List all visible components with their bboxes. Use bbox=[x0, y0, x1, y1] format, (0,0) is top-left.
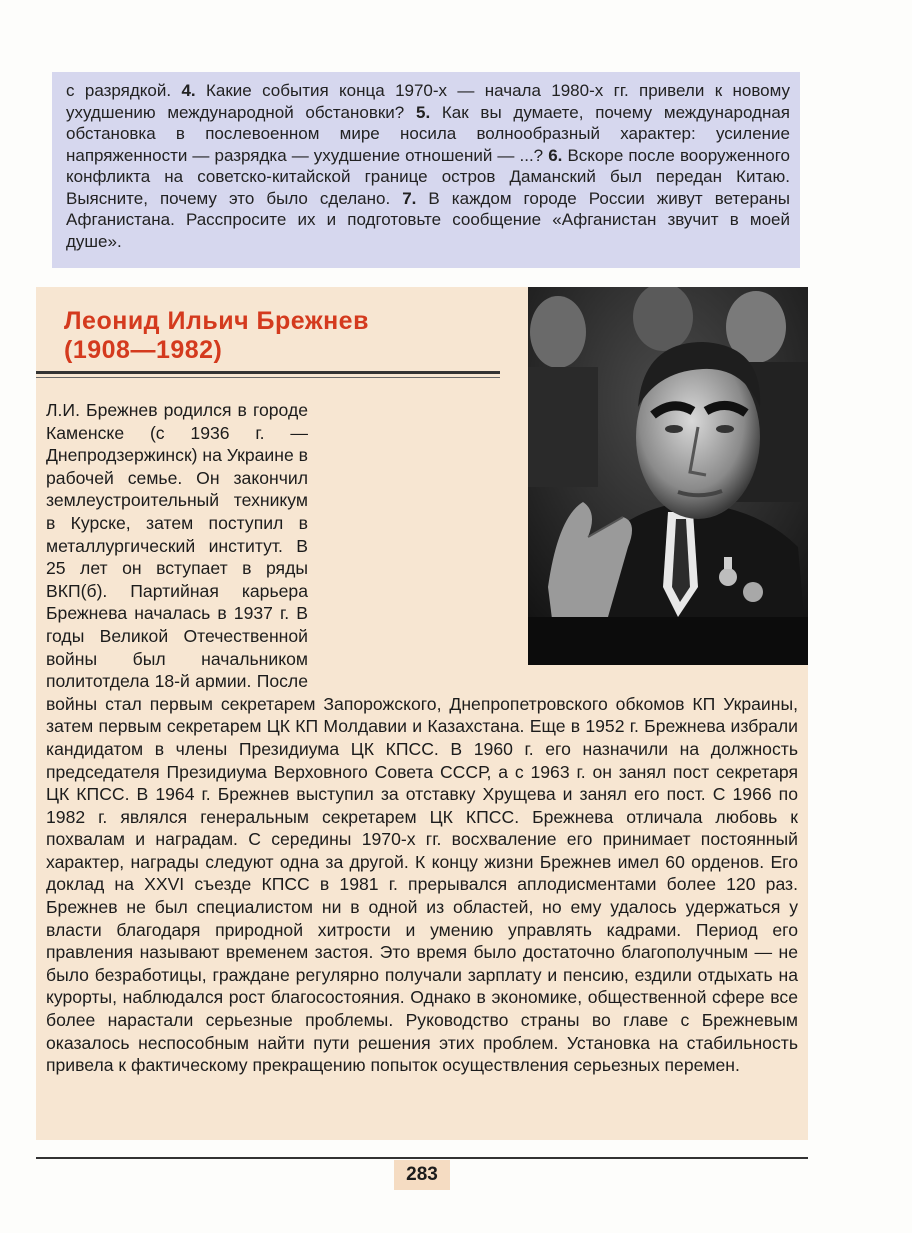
question-7-text: В каждом городе России живут ветераны Афганистана. Расспросите их и подготовьте сообщение «Афганистан звучит в моей душе». bbox=[66, 188, 790, 251]
questions-box bbox=[52, 72, 800, 268]
question-number-4: 4. bbox=[181, 81, 196, 100]
biography-text-block bbox=[46, 399, 798, 1077]
biography-years: (1908—1982) bbox=[64, 336, 223, 364]
question-number-7: 7. bbox=[402, 188, 417, 208]
biography-name: Леонид Ильич Брежнев bbox=[64, 307, 369, 335]
biography-title bbox=[64, 307, 504, 365]
questions-text: с разрядкой. bbox=[66, 81, 182, 100]
footer-divider bbox=[36, 1157, 808, 1159]
question-number-5: 5. bbox=[415, 102, 431, 122]
question-6-text: Вскоре после вооруженного конфликта на советско-китайской границе остров Даманский был передан Китаю. Выясните, почему это было сделано. bbox=[66, 145, 790, 208]
question-4-text: Какие события конца 1970-х — начала 1980-х гг. привели к новому ухудшению международной обстановки? bbox=[66, 81, 791, 122]
biography-box bbox=[36, 287, 808, 1140]
title-divider-thin bbox=[36, 377, 500, 378]
biography-text: Л.И. Брежнев родился в городе Каменске (с 1936 г. — Днепродзержинск) на Украине в рабочей семье. Он закончил землеустроительный техникум в Курске, затем поступил в металлургический институт. В 25 лет он вступает в ряды ВКП(б). Партийная карьера Брежнева началась в 1937 г. В годы Великой Отечественной войны был начальником политотдела 18-й армии. После войны стал первым секретарем Запорожского, Днепропетровского обкомов КП Украины, затем первым секретарем ЦК КП Молдавии и Казахстана. Еще в 1952 г. Брежнева избрали кандидатом в члены Президиума ЦК КПСС. В 1960 г. его назначили на должность председателя Президиума Верховного Совета СССР, а с 1963 г. он занял пост секретаря ЦК КПСС. В 1964 г. Брежнев выступил за отставку Хрущева и занял его пост. С 1966 по 1982 г. являлся генеральным секретарем ЦК КПСС. Брежнева отличала любовь к похвалам и наградам. С середины 1970-х гг. восхваление его принимает постоянный характер, награды следуют одна за другой. К концу жизни Брежнев имел 60 орденов. Его доклад на XXVI съезде КПСС в 1981 г. прерывался аплодисментами более 120 раз. Брежнев не был специалистом ни в одной из областей, но ему удалось удержаться у власти благодаря природной хитрости и умению управлять кадрами. Период его правления называют временем застоя. Это время было достаточно благополучным — не было безработицы, граждане регулярно получали зарплату и пенсию, ездили отдыхать на курорты, наблюдался рост благосостояния. Однако в экономике, общественной сфере все более нарастали серьезные проблемы. Руководство страны во главе с Брежневым оказалось неспособным найти пути решения этих проблем. Установка на стабильность привела к фактическому прекращению попыток осуществления серьезных перемен. bbox=[46, 400, 798, 1076]
title-divider bbox=[36, 371, 500, 374]
question-5-text: Как вы думаете, почему международная обстановка в послевоенном мире носила волнообразный характер: усиление напряженности — разрядка — ухудшение отношений — ...? bbox=[66, 102, 790, 165]
page-number: 283 bbox=[394, 1160, 450, 1190]
photo-wrap-spacer bbox=[308, 399, 798, 676]
question-number-6: 6. bbox=[548, 145, 563, 165]
